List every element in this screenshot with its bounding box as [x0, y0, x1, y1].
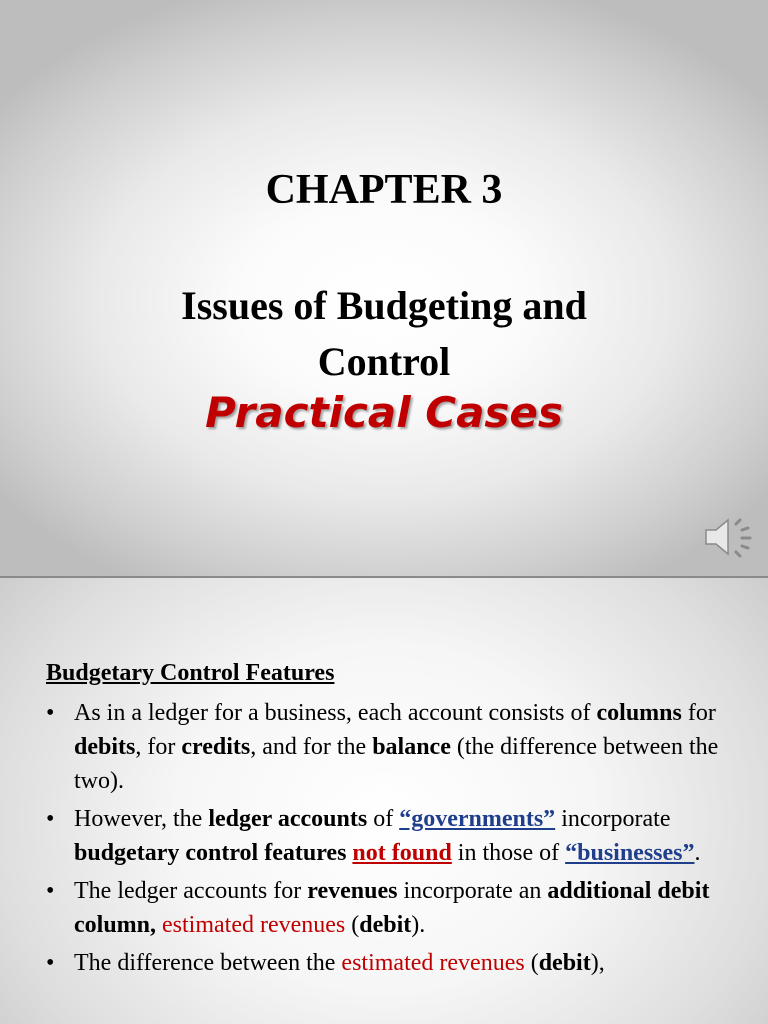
text-span: debit — [359, 912, 412, 938]
content-slide — [0, 578, 768, 1024]
governments-link: “governments” — [399, 806, 556, 832]
text-span: additional debit column, — [74, 878, 710, 938]
bullet-glyph: • — [46, 950, 55, 976]
text-span: debits — [74, 734, 136, 760]
section-heading: Budgetary Control Features — [46, 660, 335, 686]
businesses-link: “businesses” — [565, 840, 695, 866]
text-span: for — [681, 700, 716, 726]
text-span: incorporate an — [397, 878, 548, 904]
text-span: of — [367, 806, 400, 832]
text-span: balance — [372, 734, 451, 760]
text-span: As in a ledger for a business, each account consists of — [74, 700, 597, 726]
list-item — [46, 946, 726, 980]
subtitle-line-1: Issues of Budgeting and — [181, 283, 587, 328]
text-span: credits — [181, 734, 251, 760]
text-span: ( — [345, 912, 360, 938]
practical-cases-title: Practical Cases — [205, 388, 563, 437]
text-span: revenues — [307, 878, 398, 904]
bullet-list — [46, 696, 726, 984]
slide-subtitle — [0, 278, 768, 390]
text-span: . — [694, 840, 701, 866]
text-span: in those of — [451, 840, 566, 866]
list-item — [46, 874, 726, 942]
text-span: , for — [135, 734, 182, 760]
bullet-glyph: • — [46, 878, 55, 904]
chapter-title: CHAPTER 3 — [265, 167, 503, 213]
text-span: columns — [596, 700, 682, 726]
speaker-icon[interactable] — [702, 512, 758, 562]
bullet-glyph: • — [46, 806, 55, 832]
text-span: ). — [411, 912, 426, 938]
text-span: estimated revenues — [341, 950, 525, 976]
text-span: The difference between the — [74, 950, 342, 976]
not-found-highlight: not found — [352, 840, 452, 866]
text-span: incorporate — [555, 806, 671, 832]
text-span: debit — [538, 950, 591, 976]
bullet-glyph: • — [46, 700, 55, 726]
text-span: ledger accounts — [208, 806, 368, 832]
text-span: estimated revenues — [162, 912, 346, 938]
text-span: ), — [590, 950, 605, 976]
text-span: ( — [524, 950, 539, 976]
list-item — [46, 802, 726, 870]
text-span: The ledger accounts for — [74, 878, 308, 904]
text-span: (the difference between the two). — [74, 734, 719, 794]
subtitle-line-2: Control — [317, 339, 451, 384]
text-span: However, the — [74, 806, 209, 832]
list-item — [46, 696, 726, 798]
text-span: budgetary control features — [74, 840, 347, 866]
text-span: , and for the — [250, 734, 373, 760]
